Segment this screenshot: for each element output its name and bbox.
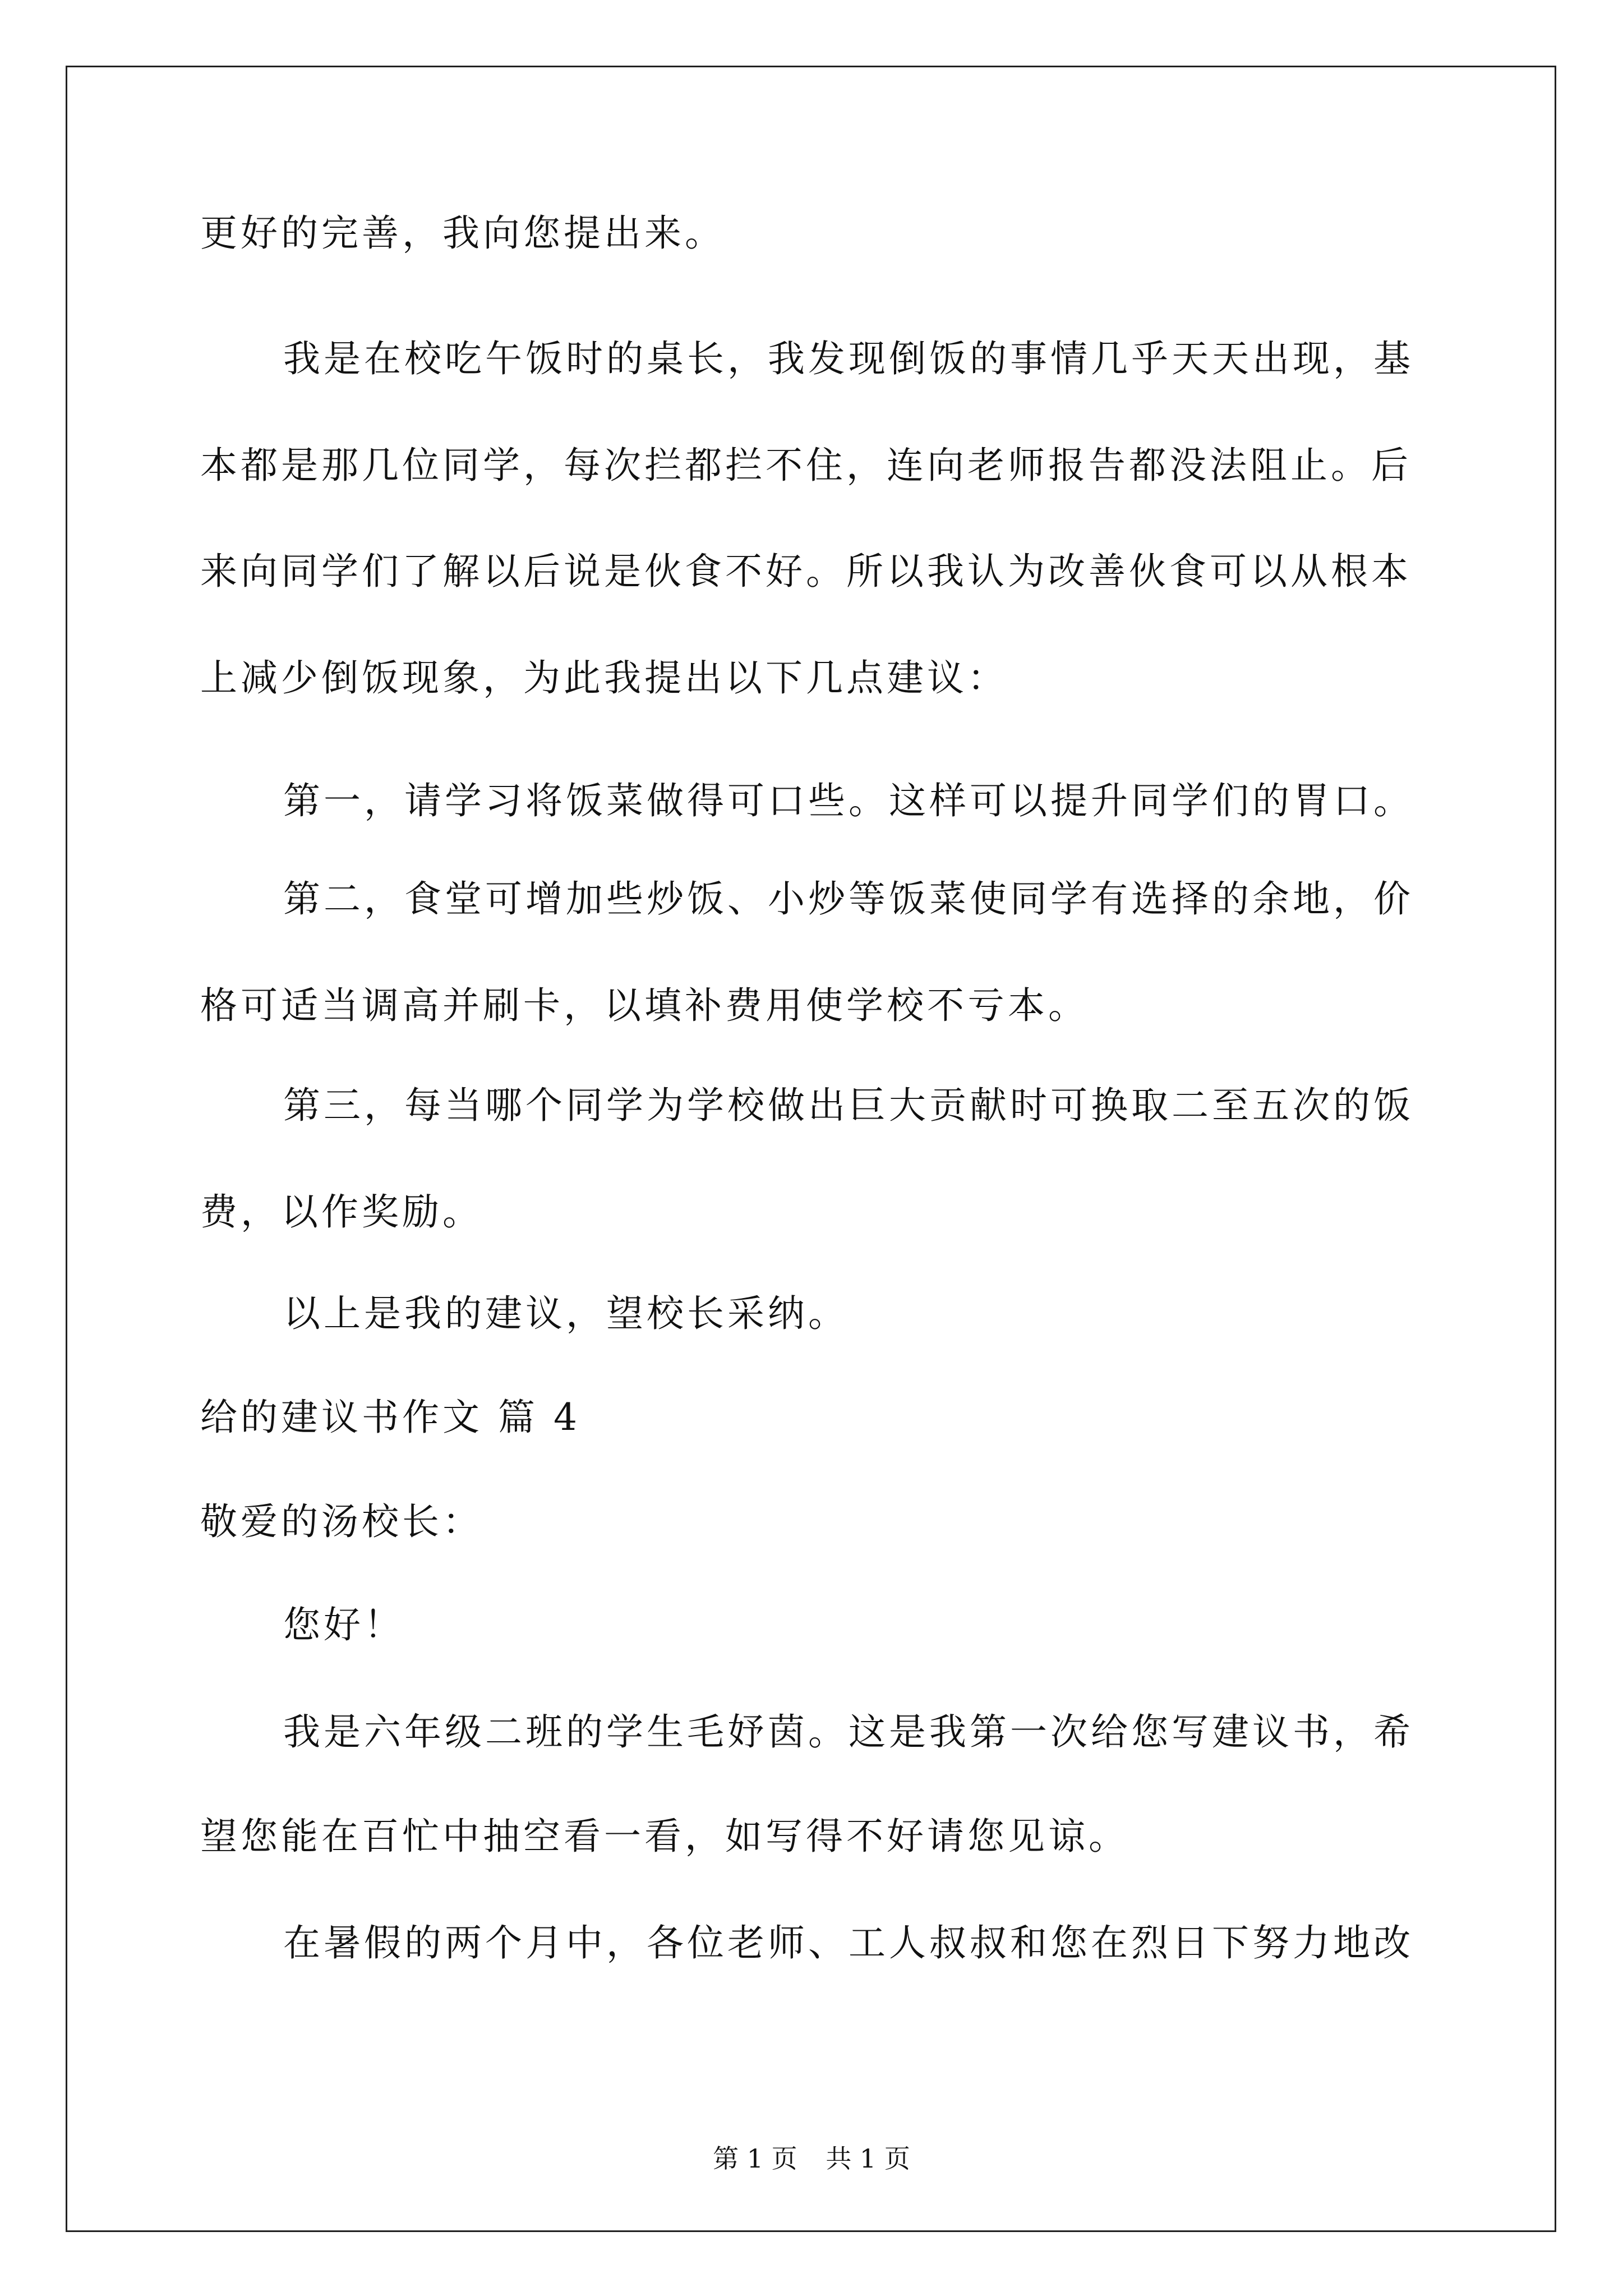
greeting: 您好！ <box>283 1603 404 1646</box>
text-line: 更好的完善，我向您提出来。 <box>200 211 725 255</box>
page-number: 第 1 页 <box>713 2143 797 2174</box>
paragraph-line: 第一，请学习将饭菜做得可口些。这样可以提升同学们的胃口。 <box>283 779 1414 822</box>
text-line: 格可适当调高并刷卡，以填补费用使学校不亏本。 <box>200 984 1089 1027</box>
paragraph-line: 我是六年级二班的学生毛妤茵。这是我第一次给您写建议书，希 <box>283 1710 1414 1754</box>
paragraph-line: 第三，每当哪个同学为学校做出巨大贡献时可换取二至五次的饭 <box>283 1084 1414 1127</box>
text-line: 本都是那几位同学，每次拦都拦不住，连向老师报告都没法阻止。后 <box>200 444 1412 487</box>
page-frame <box>66 66 1556 2232</box>
page-total: 共 1 页 <box>826 2143 910 2174</box>
paragraph-line: 以上是我的建议，望校长采纳。 <box>283 1292 849 1335</box>
text-line: 望您能在百忙中抽空看一看，如写得不好请您见谅。 <box>200 1815 1129 1858</box>
paragraph-line: 第二，食堂可增加些炒饭、小炒等饭菜使同学有选择的余地，价 <box>283 877 1414 921</box>
paragraph-line: 我是在校吃午饭时的桌长，我发现倒饭的事情几乎天天出现，基 <box>283 337 1414 380</box>
salutation: 敬爱的汤校长： <box>200 1500 483 1543</box>
page-footer <box>0 2143 1623 2174</box>
text-line: 上减少倒饭现象，为此我提出以下几点建议： <box>200 656 1008 700</box>
section-heading: 给的建议书作文 篇 4 <box>200 1396 580 1439</box>
text-line: 费，以作奖励。 <box>200 1190 483 1234</box>
paragraph-line: 在暑假的两个月中，各位老师、工人叔叔和您在烈日下努力地改 <box>283 1921 1414 1964</box>
text-line: 来向同学们了解以后说是伙食不好。所以我认为改善伙食可以从根本 <box>200 550 1412 593</box>
